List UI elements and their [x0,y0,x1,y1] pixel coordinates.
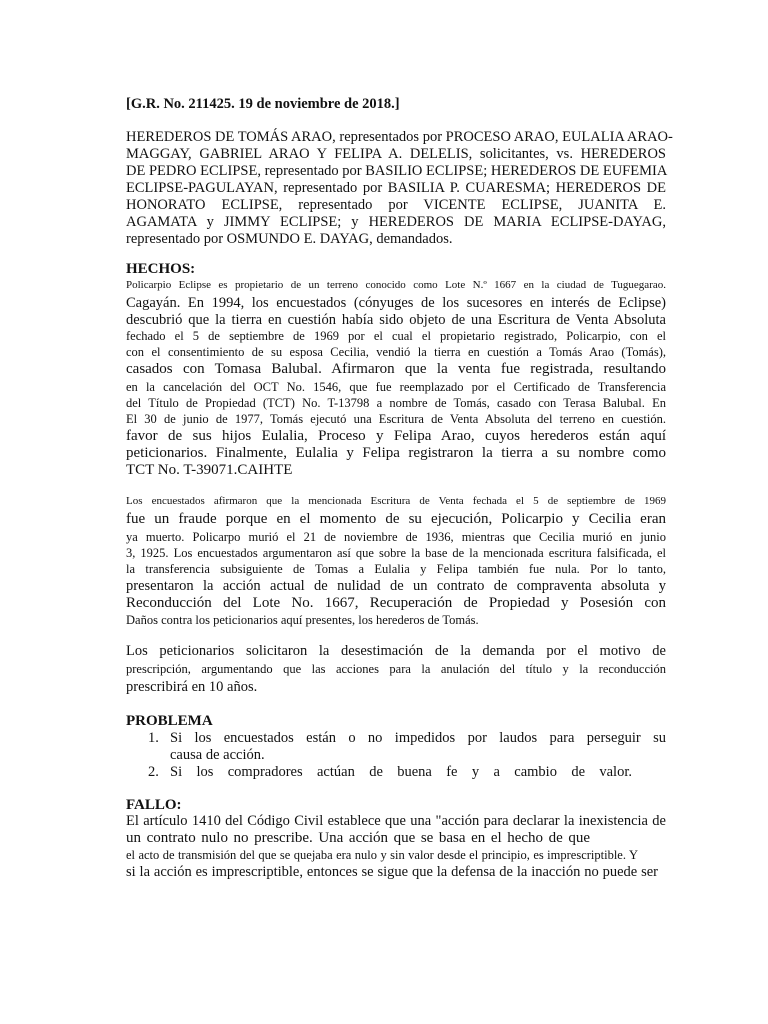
text-line: Reconducción del Lote No. 1667, Recuperación de Propiedad y Posesión con [126,595,666,611]
list-item-number: 1. [148,730,159,746]
parties-line: representado por OSMUNDO E. DAYAG, demandados. [126,231,453,247]
text-line: fue un fraude porque en el momento de su ejecución, Policarpio y Cecilia eran [126,511,666,527]
text-line: ya muerto. Policarpo murió el 21 de noviembre de 1936, mientras que Cecilia murió en junio [126,530,666,544]
text-line: casados con Tomasa Balubal. Afirmaron que la venta fue registrada, resultando [126,361,666,377]
text-line: el acto de transmisión del que se quejaba era nulo y sin valor desde el principio, es imprescriptible. Y [126,848,638,862]
parties-line: ECLIPSE-PAGULAYAN, representado por BASILIA P. CUARESMA; HEREDEROS DE [126,180,666,196]
list-item-line: Si los compradores actúan de buena fe y a cambio de valor. [170,764,632,780]
text-line: prescripción, argumentando que las acciones para la anulación del título y la reconducción [126,662,666,676]
parties-line: HEREDEROS DE TOMÁS ARAO, representados por PROCESO ARAO, EULALIA ARAO- [126,129,673,145]
text-line: del Título de Propiedad (TCT) No. T-13798 a nombre de Tomás, casado con Terasa Balubal. En [126,396,666,410]
list-item-number: 2. [148,764,159,780]
text-line: Cagayán. En 1994, los encuestados (cónyuges de los sucesores en interés de Eclipse) [126,295,666,311]
text-line: si la acción es imprescriptible, entonces se sigue que la defensa de la inacción no puede ser [126,864,658,880]
text-line: 3, 1925. Los encuestados argumentaron así que sobre la base de la mencionada escritura falsificada, el [126,546,666,560]
text-line: El artículo 1410 del Código Civil establece que una "acción para declarar la inexistencia de [126,813,666,829]
text-line: peticionarios. Finalmente, Eulalia y Felipa registraron la tierra a su nombre como [126,445,666,461]
list-item-line: Si los encuestados están o no impedidos por laudos para perseguir su [170,730,666,746]
text-line: prescribirá en 10 años. [126,679,258,695]
text-line: favor de sus hijos Eulalia, Proceso y Felipa Arao, cuyos herederos están aquí [126,428,666,444]
text-line: la transferencia subsiguiente de Tomas a Eulalia y Felipa también fue nula. Por lo tanto, [126,562,666,576]
parties-line: DE PEDRO ECLIPSE, representado por BASILIO ECLIPSE; HEREDEROS DE EUFEMIA [126,163,668,179]
parties-line: AGAMATA y JIMMY ECLIPSE; y HEREDEROS DE MARIA ECLIPSE-DAYAG, [126,214,666,230]
text-line: Los encuestados afirmaron que la mencionada Escritura de Venta fechada el 5 de septiembre de 1969 [126,495,666,507]
parties-line: MAGGAY, GABRIEL ARAO Y FELIPA A. DELELIS, solicitantes, vs. HEREDEROS [126,146,666,162]
text-line: Daños contra los peticionarios aquí presentes, los herederos de Tomás. [126,613,479,627]
text-line: El 30 de junio de 1977, Tomás ejecutó una Escritura de Venta Absoluta del terreno en cuestión. [126,412,666,426]
text-line: presentaron la acción actual de nulidad de un contrato de compraventa absoluta y [126,578,666,594]
text-line: con el consentimiento de su esposa Cecilia, vendió la tierra en cuestión a Tomás Arao (Tomás), [126,345,666,359]
text-line: TCT No. T-39071.CAIHTE [126,462,293,478]
section-heading-hechos: HECHOS: [126,261,196,277]
section-heading-problema: PROBLEMA [126,713,213,729]
text-line: descubrió que la tierra en cuestión había sido objeto de una Escritura de Venta Absoluta [126,312,666,328]
text-line: Policarpio Eclipse es propietario de un terreno conocido como Lote N.º 1667 en la ciudad de Tuguegarao. [126,279,666,291]
text-line: fechado el 5 de septiembre de 1969 por el cual el propietario registrado, Policarpio, con el [126,329,666,343]
section-heading-fallo: FALLO: [126,797,182,813]
text-line: un contrato nulo no prescribe. Una acción que se basa en el hecho de que [126,830,590,846]
text-line: Los peticionarios solicitaron la desestimación de la demanda por el motivo de [126,643,666,659]
parties-line: HONORATO ECLIPSE, representado por VICENTE ECLIPSE, JUANITA E. [126,197,666,213]
list-item-line: causa de acción. [170,747,265,763]
case-citation: [G.R. No. 211425. 19 de noviembre de 2018.] [126,96,400,112]
text-line: en la cancelación del OCT No. 1546, que fue reemplazado por el Certificado de Transferencia [126,380,666,394]
